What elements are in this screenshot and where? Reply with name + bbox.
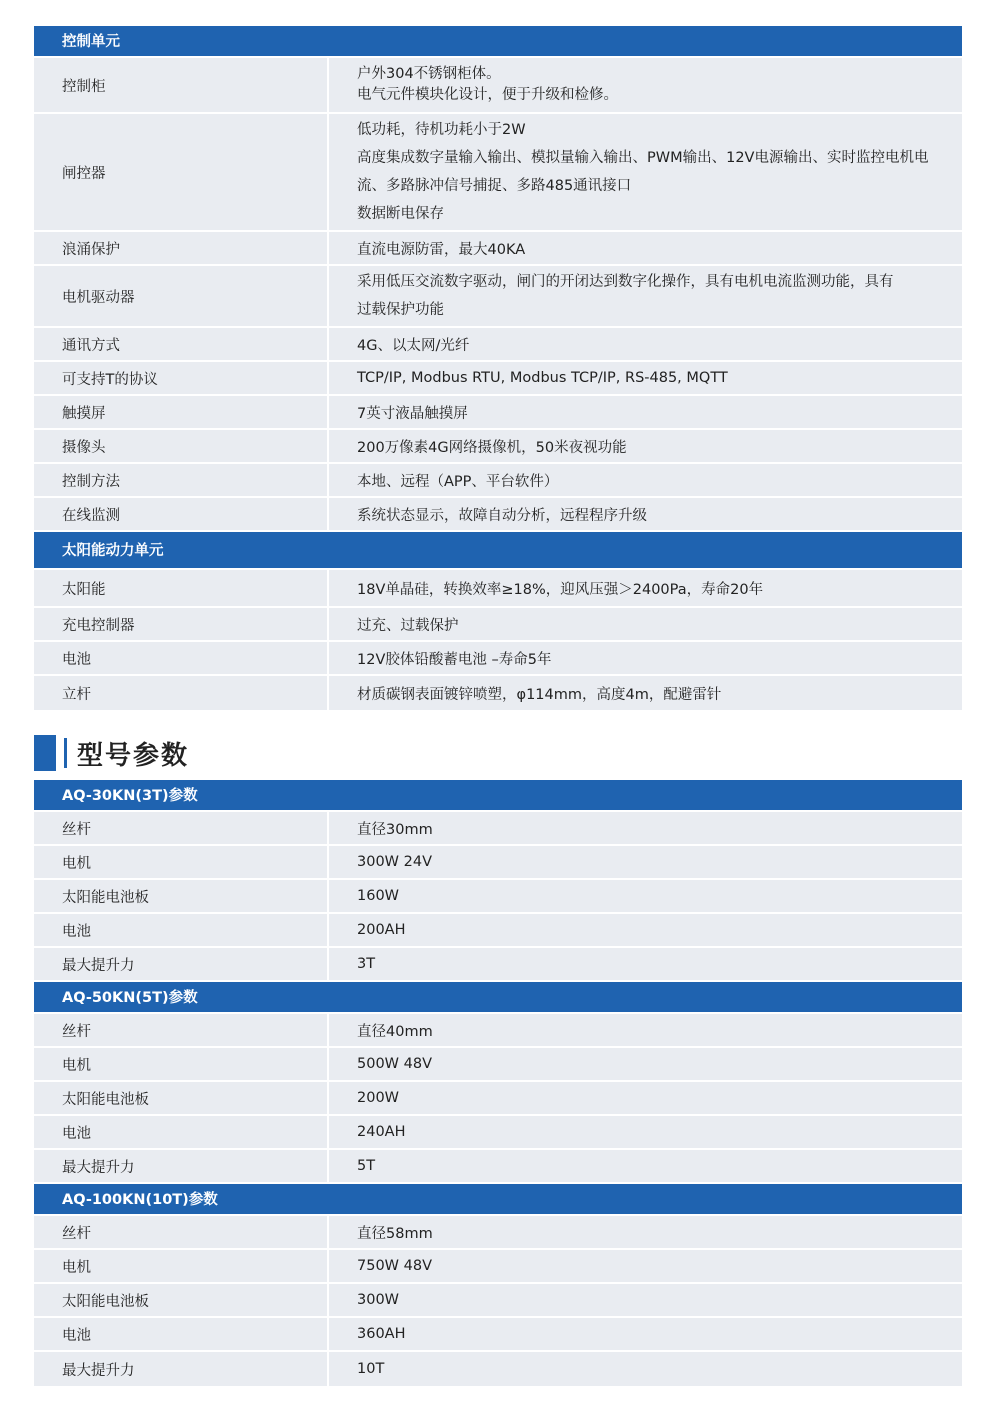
row-value: 4G、以太网/光纤 [357,337,470,354]
row-value: 系统状态显示，故障自动分析，远程程序升级 [357,507,647,524]
table-row [34,880,962,914]
table-row [34,1082,962,1116]
row-value: 7英寸液晶触摸屏 [357,405,468,422]
row-key: 太阳能电池板 [34,1284,329,1316]
row-value: 18V单晶硅，转换效率≥18%，迎风压强＞2400Pa，寿命20年 [357,581,764,598]
section-header-control-unit: 控制单元 [34,26,962,58]
row-value: 低功耗，待机功耗小于2W 高度集成数字量输入输出、模拟量输入输出、PWM输出、12V电源输出、实时监控电机电 流、多路脉冲信号捕捉、多路485通讯接口 数据断电保存 [357,122,929,222]
table-row [34,846,962,880]
models-section-title [34,735,189,771]
table-row [34,1150,962,1184]
models-table [34,780,962,1386]
row-key: 触摸屏 [34,396,329,428]
row-key: 电机 [34,1048,329,1080]
row-value: 户外304不锈钢柜体。 电气元件模块化设计，便于升级和检修。 [357,66,618,103]
table-row [34,464,962,498]
table-row [34,1048,962,1082]
model-header: AQ-30KN(3T)参数 [34,780,962,812]
row-value: 采用低压交流数字驱动，闸门的开闭达到数字化操作，具有电机电流监测功能，具有 过载保护功能 [357,274,894,318]
row-value: 300W [357,1292,400,1308]
section-header-solar-unit: 太阳能动力单元 [34,532,962,570]
row-value: TCP/IP, Modbus RTU, Modbus TCP/IP, RS-485, MQTT [357,370,728,386]
table-row [34,1014,962,1048]
row-value: 10T [357,1361,385,1377]
title-divider [64,738,67,768]
row-key: 控制方法 [34,464,329,496]
table-row [34,328,962,362]
table-row [34,1284,962,1318]
row-value: 直径58mm [357,1225,433,1242]
row-key: 电机驱动器 [34,266,329,326]
model-header: AQ-50KN(5T)参数 [34,982,962,1014]
row-value: 5T [357,1158,376,1174]
row-key: 最大提升力 [34,1352,329,1386]
row-key: 电池 [34,914,329,946]
table-row [34,1352,962,1386]
row-key: 电池 [34,1116,329,1148]
row-value: 直径30mm [357,821,433,838]
row-value: 300W 24V [357,854,432,870]
row-value: 12V胶体铅酸蓄电池 –寿命5年 [357,651,552,668]
row-value: 过充、过载保护 [357,617,459,634]
table-row [34,608,962,642]
models-title: 型号参数 [77,740,190,771]
table-row [34,1318,962,1352]
row-key: 丝杆 [34,812,329,844]
table-row [34,114,962,232]
row-value: 500W 48V [357,1056,432,1072]
control-unit-table [34,26,962,710]
row-key: 控制柜 [34,58,329,112]
row-key: 充电控制器 [34,608,329,640]
row-key: 在线监测 [34,498,329,530]
model-header: AQ-100KN(10T)参数 [34,1184,962,1216]
table-row [34,676,962,710]
row-value: 200万像素4G网络摄像机，50米夜视功能 [357,439,627,456]
row-key: 丝杆 [34,1216,329,1248]
table-row [34,570,962,608]
table-row [34,430,962,464]
row-value: 200W [357,1090,400,1106]
row-key: 通讯方式 [34,328,329,360]
table-row [34,1216,962,1250]
table-row [34,58,962,114]
table-row [34,232,962,266]
row-key: 电机 [34,1250,329,1282]
row-key: 电池 [34,642,329,674]
row-value: 750W 48V [357,1258,432,1274]
row-value: 360AH [357,1326,406,1342]
row-value: 直径40mm [357,1023,433,1040]
row-key: 太阳能 [34,570,329,606]
table-row [34,948,962,982]
row-key: 丝杆 [34,1014,329,1046]
row-key: 最大提升力 [34,1150,329,1182]
row-key: 闸控器 [34,114,329,230]
row-key: 可支持T的协议 [34,362,329,394]
table-row [34,1250,962,1284]
row-value: 本地、远程（APP、平台软件） [357,473,559,490]
title-accent-bar [34,735,56,771]
table-row [34,1116,962,1150]
table-row [34,642,962,676]
row-key: 最大提升力 [34,948,329,980]
table-row [34,396,962,430]
row-value: 200AH [357,922,406,938]
row-value: 直流电源防雷，最大40KA [357,241,526,258]
table-row [34,266,962,328]
row-key: 电机 [34,846,329,878]
row-value: 3T [357,956,376,972]
row-key: 电池 [34,1318,329,1350]
row-value: 240AH [357,1124,406,1140]
row-value: 160W [357,888,400,904]
table-row [34,362,962,396]
table-row [34,914,962,948]
row-key: 立杆 [34,676,329,710]
row-key: 浪涌保护 [34,232,329,264]
table-row [34,812,962,846]
table-row [34,498,962,532]
row-key: 太阳能电池板 [34,1082,329,1114]
row-key: 太阳能电池板 [34,880,329,912]
row-key: 摄像头 [34,430,329,462]
row-value: 材质碳钢表面镀锌喷塑，φ114mm，高度4m，配避雷针 [357,686,722,703]
